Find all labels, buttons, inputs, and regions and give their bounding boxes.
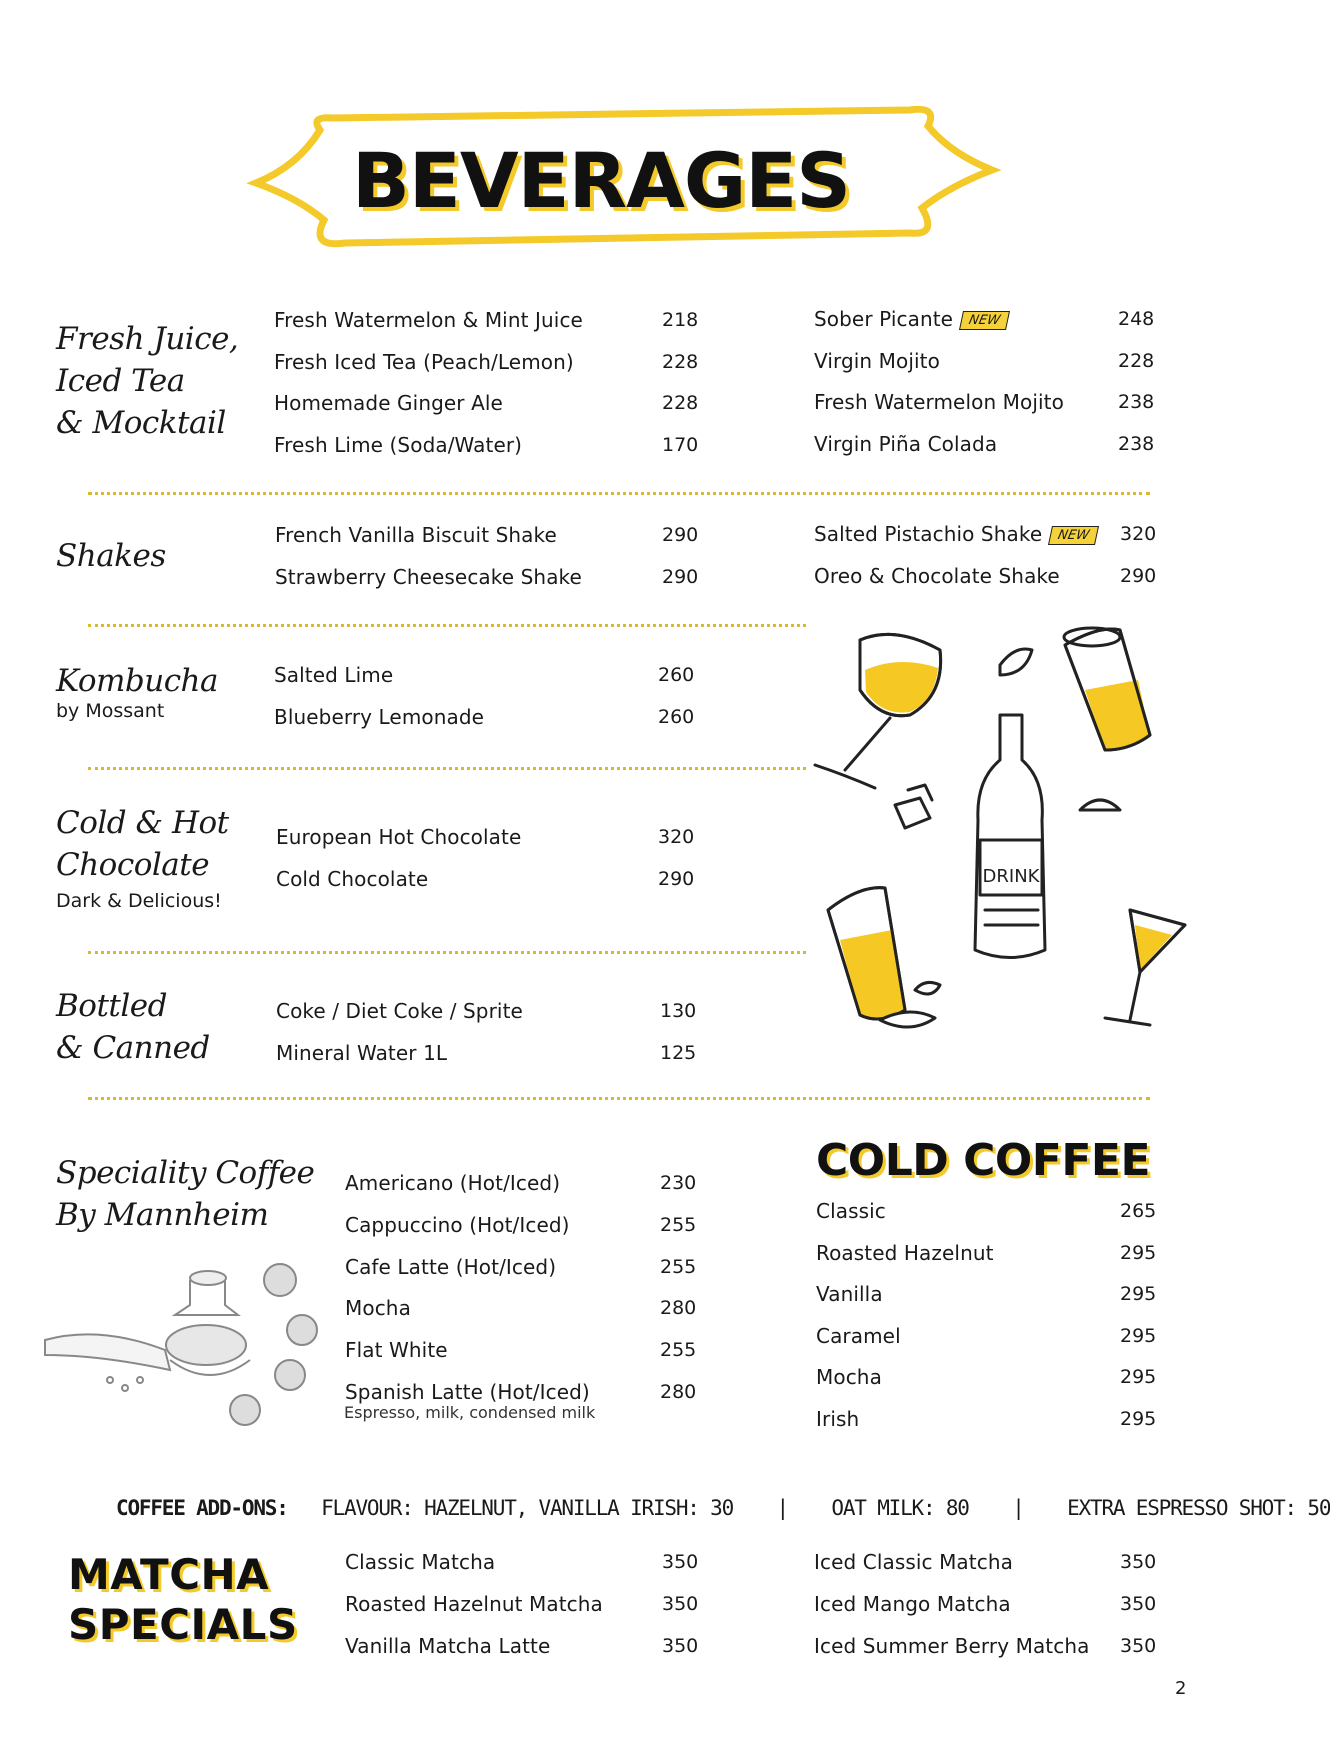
menu-item-name-text: Mocha [816, 1365, 882, 1389]
menu-item-name-text: Strawberry Cheesecake Shake [275, 564, 582, 589]
menu-item-name-text: Caramel [816, 1323, 901, 1348]
addon-oat-milk: OAT MILK: 80 [831, 1496, 969, 1520]
menu-item-name [345, 1634, 550, 1658]
menu-item-name-text: Classic [816, 1199, 886, 1223]
menu-item-name [275, 523, 557, 547]
addon-espresso: EXTRA ESPRESSO SHOT: 50 [1067, 1496, 1330, 1520]
menu-item-price: 228 [662, 392, 699, 414]
menu-item-name [816, 1324, 901, 1348]
menu-item-price: 290 [1120, 564, 1157, 587]
martini-glass-icon [1105, 910, 1185, 1025]
menu-item-name-text: Americano (Hot/Iced) [345, 1171, 561, 1195]
menu-item-name [814, 349, 940, 373]
menu-item-price: 320 [658, 826, 695, 848]
menu-item-price: 295 [1120, 1407, 1157, 1430]
menu-item-name [345, 1592, 603, 1616]
menu-item-name-text: Blueberry Lemonade [274, 705, 485, 729]
menu-item-price: 295 [1120, 1366, 1157, 1388]
menu-item-name-text: Fresh Watermelon Mojito [814, 390, 1064, 414]
menu-item-price: 238 [1118, 391, 1155, 413]
divider [88, 1097, 1150, 1100]
menu-item-name-text: Roasted Hazelnut Matcha [345, 1592, 603, 1616]
menu-item-name [345, 1171, 560, 1195]
menu-item-name [275, 565, 582, 589]
menu-item-name-text: Iced Mango Matcha [814, 1592, 1011, 1616]
menu-item-name [814, 432, 997, 456]
menu-item-price: 280 [660, 1381, 697, 1403]
menu-item-price: 350 [662, 1593, 699, 1615]
menu-item-name [345, 1380, 590, 1404]
menu-item-price: 260 [658, 664, 695, 686]
menu-item-price: 295 [1120, 1241, 1157, 1264]
menu-item-price: 228 [1118, 349, 1155, 372]
menu-item-name-text: Virgin Piña Colada [814, 431, 998, 456]
menu-item-name-text: Coke / Diet Coke / Sprite [276, 999, 523, 1023]
menu-item-price: 248 [1118, 308, 1155, 330]
menu-item-name [816, 1199, 886, 1223]
menu-item-price: 228 [662, 350, 699, 373]
bottle-label: DRINK [982, 866, 1040, 887]
menu-item-name [274, 705, 484, 729]
section-heading-chocolate: Cold & Hot Chocolate [56, 805, 229, 883]
section-heading-coffee: Speciality Coffee By Mannheim [56, 1155, 315, 1233]
section-subheading-chocolate: Dark & Delicious! [56, 890, 222, 912]
menu-item-name-text: Spanish Latte (Hot/Iced) [345, 1380, 590, 1404]
menu-item-name [276, 1041, 447, 1065]
menu-item-name-text: Vanilla [816, 1282, 883, 1306]
page-title: BEVERAGES [352, 136, 850, 225]
section-heading-shakes: Shakes [56, 538, 166, 574]
beer-glass-icon [828, 888, 905, 1019]
menu-item-price: 290 [662, 524, 699, 546]
menu-item-name-text: European Hot Chocolate [276, 825, 522, 849]
menu-item-name-text: Oreo & Chocolate Shake [814, 563, 1060, 588]
menu-item-name-text: Fresh Watermelon & Mint Juice [274, 308, 583, 332]
menu-item-name [814, 1550, 1013, 1574]
menu-item-price: 295 [1120, 1283, 1157, 1305]
menu-item-name [345, 1550, 495, 1574]
menu-item-name-text: Mineral Water 1L [276, 1041, 448, 1065]
section-subheading-kombucha: by Mossant [56, 700, 165, 722]
page-number: 2 [1175, 1678, 1187, 1699]
menu-item-name-text: Iced Classic Matcha [814, 1550, 1013, 1574]
wine-glass-icon [815, 634, 941, 788]
menu-item-price: 350 [1120, 1551, 1157, 1573]
addons-label: COFFEE ADD-ONS: [116, 1496, 288, 1520]
menu-item-name [345, 1255, 556, 1279]
coffee-addons-bar [116, 1496, 1330, 1520]
drinks-illustration [800, 620, 1200, 1040]
matcha-heading: MATCHA SPECIALS [68, 1550, 298, 1649]
menu-item-name [274, 391, 503, 415]
new-badge: NEW [1048, 526, 1099, 545]
section-heading-kombucha: Kombucha [56, 663, 219, 699]
addon-flavour: FLAVOUR: HAZELNUT, VANILLA IRISH: 30 [321, 1496, 734, 1520]
menu-item-name-text: Sober Picante [814, 307, 954, 331]
menu-item-price: 350 [662, 1551, 699, 1573]
tumbler-glass-icon [1064, 628, 1150, 750]
menu-item-name [814, 307, 1008, 331]
menu-item-name-text: Classic Matcha [345, 1550, 496, 1574]
menu-item-name [274, 350, 574, 374]
divider [88, 767, 806, 770]
menu-item-price: 290 [662, 565, 699, 588]
menu-item-name [816, 1241, 994, 1265]
section-heading-bottled: Bottled & Canned [56, 988, 210, 1066]
menu-item-name [814, 522, 1097, 546]
menu-item-price: 218 [662, 309, 699, 331]
cold-coffee-heading: COLD COFFEE [816, 1135, 1150, 1186]
menu-item-name [816, 1407, 859, 1431]
menu-item-price: 238 [1118, 432, 1155, 455]
menu-item-name [345, 1338, 448, 1362]
bottle-icon [975, 715, 1045, 958]
menu-item-name-text: Vanilla Matcha Latte [345, 1634, 551, 1658]
menu-item-name [816, 1282, 883, 1306]
menu-item-price: 290 [658, 868, 695, 890]
menu-item-price: 255 [660, 1339, 697, 1362]
menu-item-name-text: Fresh Lime (Soda/Water) [274, 432, 523, 457]
menu-item-price: 350 [662, 1635, 699, 1657]
coffee-tools-illustration [40, 1250, 340, 1450]
menu-item-name-text: Roasted Hazelnut [816, 1240, 994, 1265]
new-badge: NEW [959, 311, 1010, 330]
menu-item-name [276, 999, 523, 1023]
menu-item-name-text: Virgin Mojito [814, 348, 940, 373]
menu-item-name [814, 1592, 1011, 1616]
menu-item-name-text: Salted Lime [274, 663, 394, 687]
menu-item-price: 265 [1120, 1200, 1157, 1222]
section-heading-fresh: Fresh Juice, Iced Tea & Mocktail [56, 321, 239, 441]
menu-item-name-text: Cold Chocolate [276, 867, 429, 891]
menu-item-price: 260 [658, 706, 695, 728]
menu-item-name-text: Iced Summer Berry Matcha [814, 1634, 1090, 1658]
addon-separator: | [776, 1496, 788, 1520]
menu-item-price: 170 [662, 433, 699, 456]
menu-item-name-text: Salted Pistachio Shake [814, 522, 1043, 546]
menu-item-name [814, 564, 1060, 588]
divider [88, 492, 1150, 495]
menu-item-price: 350 [1120, 1635, 1157, 1657]
menu-item-price: 125 [660, 1042, 697, 1064]
menu-item-name [274, 663, 393, 687]
divider [88, 624, 806, 627]
menu-item-price: 130 [660, 1000, 697, 1022]
menu-item-name-text: Homemade Ginger Ale [274, 391, 503, 415]
menu-item-name-text: Fresh Iced Tea (Peach/Lemon) [274, 349, 574, 374]
addon-separator: | [1012, 1496, 1024, 1520]
menu-item-name [274, 433, 522, 457]
menu-item-name [274, 308, 583, 332]
spanish-latte-note: Espresso, milk, condensed milk [344, 1403, 596, 1422]
menu-item-price: 280 [660, 1297, 697, 1320]
menu-item-name [345, 1213, 570, 1237]
menu-item-name-text: Cappuccino (Hot/Iced) [345, 1212, 570, 1237]
menu-item-name-text: Irish [816, 1406, 860, 1431]
menu-item-name [276, 825, 521, 849]
menu-item-name [814, 1634, 1089, 1658]
menu-item-price: 320 [1120, 523, 1157, 545]
menu-item-name-text: Flat White [345, 1338, 448, 1363]
menu-item-name-text: Mocha [345, 1296, 411, 1321]
menu-item-name-text: Cafe Latte (Hot/Iced) [345, 1254, 557, 1279]
divider [88, 951, 806, 954]
menu-item-name [276, 867, 428, 891]
menu-item-price: 350 [1120, 1593, 1157, 1615]
menu-item-price: 255 [660, 1213, 697, 1236]
menu-item-name [345, 1296, 411, 1320]
menu-item-price: 255 [660, 1255, 697, 1278]
menu-item-name [814, 390, 1064, 414]
menu-item-price: 230 [660, 1172, 697, 1194]
menu-item-name [816, 1365, 882, 1389]
menu-item-price: 295 [1120, 1324, 1157, 1347]
menu-item-name-text: French Vanilla Biscuit Shake [275, 523, 557, 547]
